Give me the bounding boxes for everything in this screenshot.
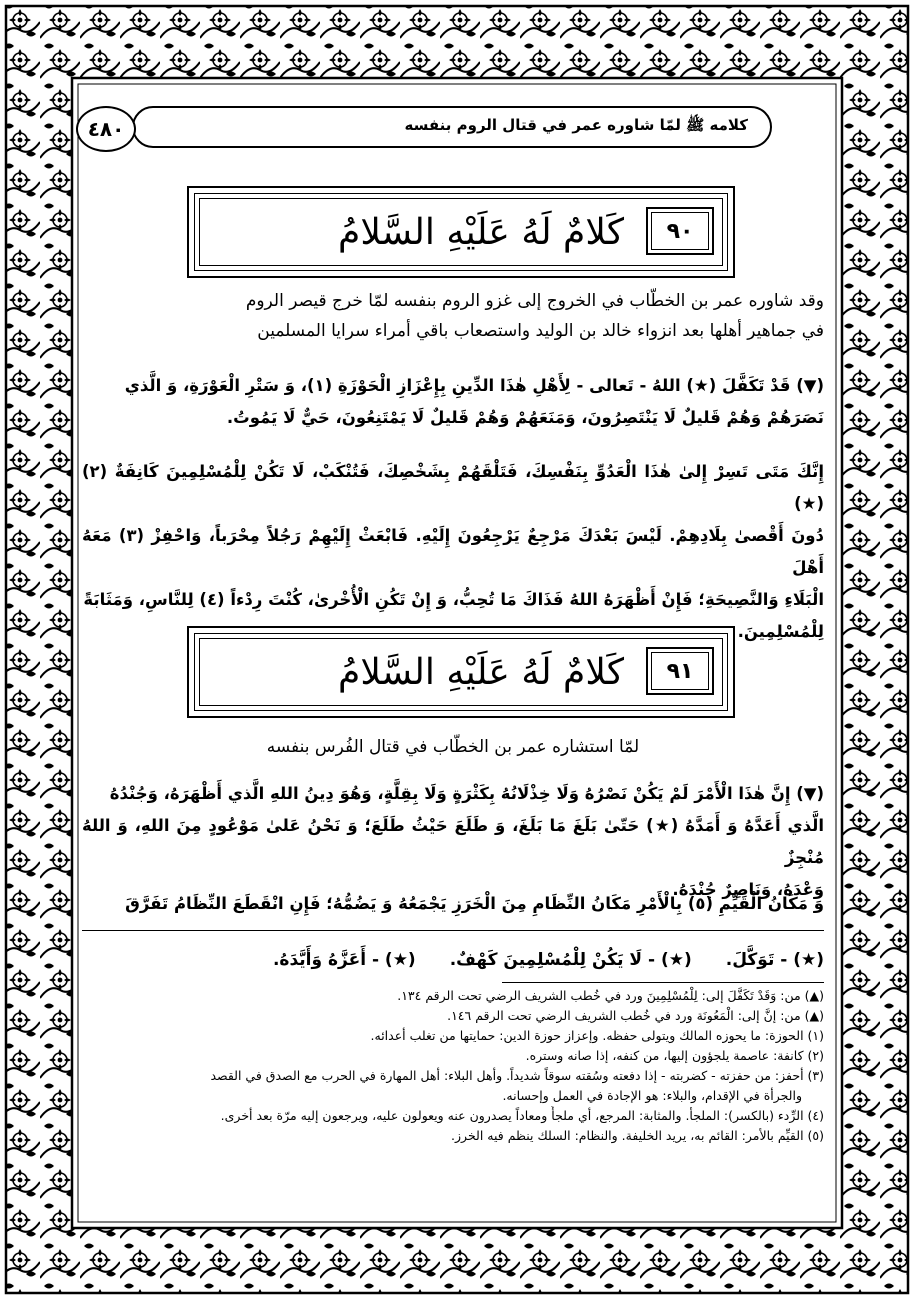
sermon-91-title-frame [187, 626, 735, 718]
sermon-90-number: ٩٠ [646, 207, 714, 255]
text-line: وَعْدَهُ، وَنَاصِرٌ جُنْدَهُ. [672, 880, 824, 899]
sermon-90-paragraph-1 [82, 370, 824, 434]
variant-note: (★) - أَعَزَّهُ وَأَيَّدَهُ. [272, 950, 416, 970]
text-line: الَّذي أَعَدَّهُ وَ أَمَدَّهُ (★) حَتّىٰ بَلَغَ مَا بَلَغَ، وَ طَلَعَ حَيْثُ طَلَعَ؛ وَ نَحْنُ عَلىٰ مَوْعُودٍ مِنَ اللهِ، وَ اللهُ مُنْجِزٌ [82, 816, 824, 867]
sermon-91-intro: لمّا استشاره عمر بن الخطّاب في قتال الفُرس بنفسه [266, 737, 640, 757]
footnote: (١) الحوزة: ما يحوزه المالك ويتولى حفظه. وإعزاز حوزة الدين: حمايتها من تغلب أعدائه. [370, 1028, 824, 1043]
sermon-90-intro [82, 286, 824, 346]
text-line: (▼) قَدْ تَكَفَّلَ (★) اللهُ - تَعالى - لِأَهْلِ هٰذَا الدِّينِ بِإِعْزَازِ الْحَوْزَةِ (١)، وَ سَتْرِ الْعَوْرَةِ، وَ الَّذي [124, 376, 824, 395]
footnote: (٢) كانفة: عاصمة يلجؤون إليها، من كنفه، إذا صانه وستره. [525, 1048, 824, 1063]
footnote: (٥) القيِّم بالأمر: القائم به، يريد الخليفة. والنظام: السلك ينظم فيه الخرز. [451, 1128, 824, 1143]
footnote: (▲) من: وَقَدْ تَكَفَّلَ إلى: لِلْمُسْلِمِينَ ورد في خُطب الشريف الرضي تحت الرقم ١٣٤. [397, 988, 824, 1003]
sermon-90-title: كَلامٌ لَهُ عَلَيْهِ السَّلامُ [338, 211, 624, 253]
sermon-91-number: ٩١ [646, 647, 714, 695]
sermon-91-paragraph-2: وَ مَكَانُ الْقَيِّمِ (٥) بِالْأَمْرِ مَكَانُ النِّظَامِ مِنَ الْخَرَزِ يَجْمَعُهُ وَ يَضُمُّهُ؛ فَإِنِ انْقَطَعَ النِّظَامُ تَفَرَّقَ [125, 894, 824, 913]
sermon-91-paragraph-1 [82, 778, 824, 906]
footnote: (▲) من: إنَّ إلى: الْمَعُونَة ورد في خُطب الشريف الرضي تحت الرقم ١٤٦. [447, 1008, 824, 1023]
intro-line: وقد شاوره عمر بن الخطّاب في الخروج إلى غزو الروم بنفسه لمّا خرج قيصر الروم [245, 291, 824, 311]
running-title [132, 106, 772, 148]
sermon-91-title: كَلامٌ لَهُ عَلَيْهِ السَّلامُ [338, 651, 624, 693]
footnote: (٤) الرِّدء (بالكسر): الملجأ. والمثابة: المرجع، أي ملجأً ومعاداً يصدرون عنه ويعولون عليه، ويرجعون إليه مرّة بعد أخرى. [220, 1108, 824, 1123]
variant-note: (★) - تَوَكَّلَ. [725, 950, 824, 970]
variant-note: (★) - لَا يَكُنْ لِلْمُسْلِمِينَ كَهْفٌ. [449, 950, 692, 970]
running-title-text: كلامه ﷺ لمّا شاوره عمر في قتال الروم بنفسه [404, 116, 748, 134]
text-line: الْبَلَاءِ وَالنَّصِيحَةِ؛ فَإِنْ أَظْهَرَهُ اللهُ فَذَاكَ مَا تُحِبُّ، وَ إِنْ تَكُنِ الْأُخْرىٰ، كُنْتَ رِدْءاً (٤) لِلنَّاسِ، وَمَثَابَةً [83, 590, 824, 609]
text-line: لِلْمُسْلِمِينَ. [737, 622, 824, 641]
sermon-90-title-frame [187, 186, 735, 278]
intro-line: في جماهير أهلها بعد انزواء خالد بن الوليد واستصعاب باقي أمراء سرايا المسلمين [257, 321, 824, 341]
sermon-90-paragraph-2 [82, 456, 824, 648]
text-line: دُونَ أَقْصىٰ بِلَادِهِمْ. لَيْسَ بَعْدَكَ مَرْجِعٌ يَرْجِعُونَ إِلَيْهِ. فَابْعَثْ إِلَيْهِمْ رَجُلاً مِحْرَباً، وَاحْفِزْ (٣) مَعَهُ أَهْلَ [82, 526, 824, 577]
footnote: (٣) أحفز: من حفزته - كضربته - إذا دفعته وسُقته سوقاً شديداً. وأهل البلاء: أهل المهارة في الحرب مع الصدق في القصد [210, 1068, 824, 1083]
text-line: نَصَرَهُمْ وَهُمْ قَليلٌ لَا يَنْتَصِرُونَ، وَمَنَعَهُمْ وَهُمْ قَليلٌ لَا يَمْتَنِعُونَ، حَيٌّ لَا يَمُوتُ. [226, 408, 824, 427]
variant-notes [82, 950, 824, 970]
footnotes [82, 986, 824, 1146]
page-number: ٤٨٠ [76, 106, 136, 152]
footnote: والجرأة في الإقدام، والبلاء: هو الإجادة في العمل وإحسانه. [502, 1088, 802, 1103]
footnote-rule [502, 982, 824, 983]
page-content [82, 88, 824, 1218]
text-line: إِنَّكَ مَتَى تَسِرْ إِلىٰ هٰذَا الْعَدُوِّ بِنَفْسِكَ، فَتَلْقَهُمْ بِشَخْصِكَ، فَتُنْكَبْ، لَا تَكُنْ لِلْمُسْلِمِينَ كَانِفَةٌ (٢)(★) [82, 462, 824, 513]
text-line: (▼) إِنَّ هٰذَا الْأَمْرَ لَمْ يَكُنْ نَصْرُهُ وَلَا خِذْلَانُهُ بِكَثْرَةٍ وَلَا بِقِلَّةٍ، وَهُوَ دِينُ اللهِ الَّذي أَظْهَرَهُ، وَجُنْدُهُ [109, 784, 824, 803]
separator-rule [82, 930, 824, 931]
